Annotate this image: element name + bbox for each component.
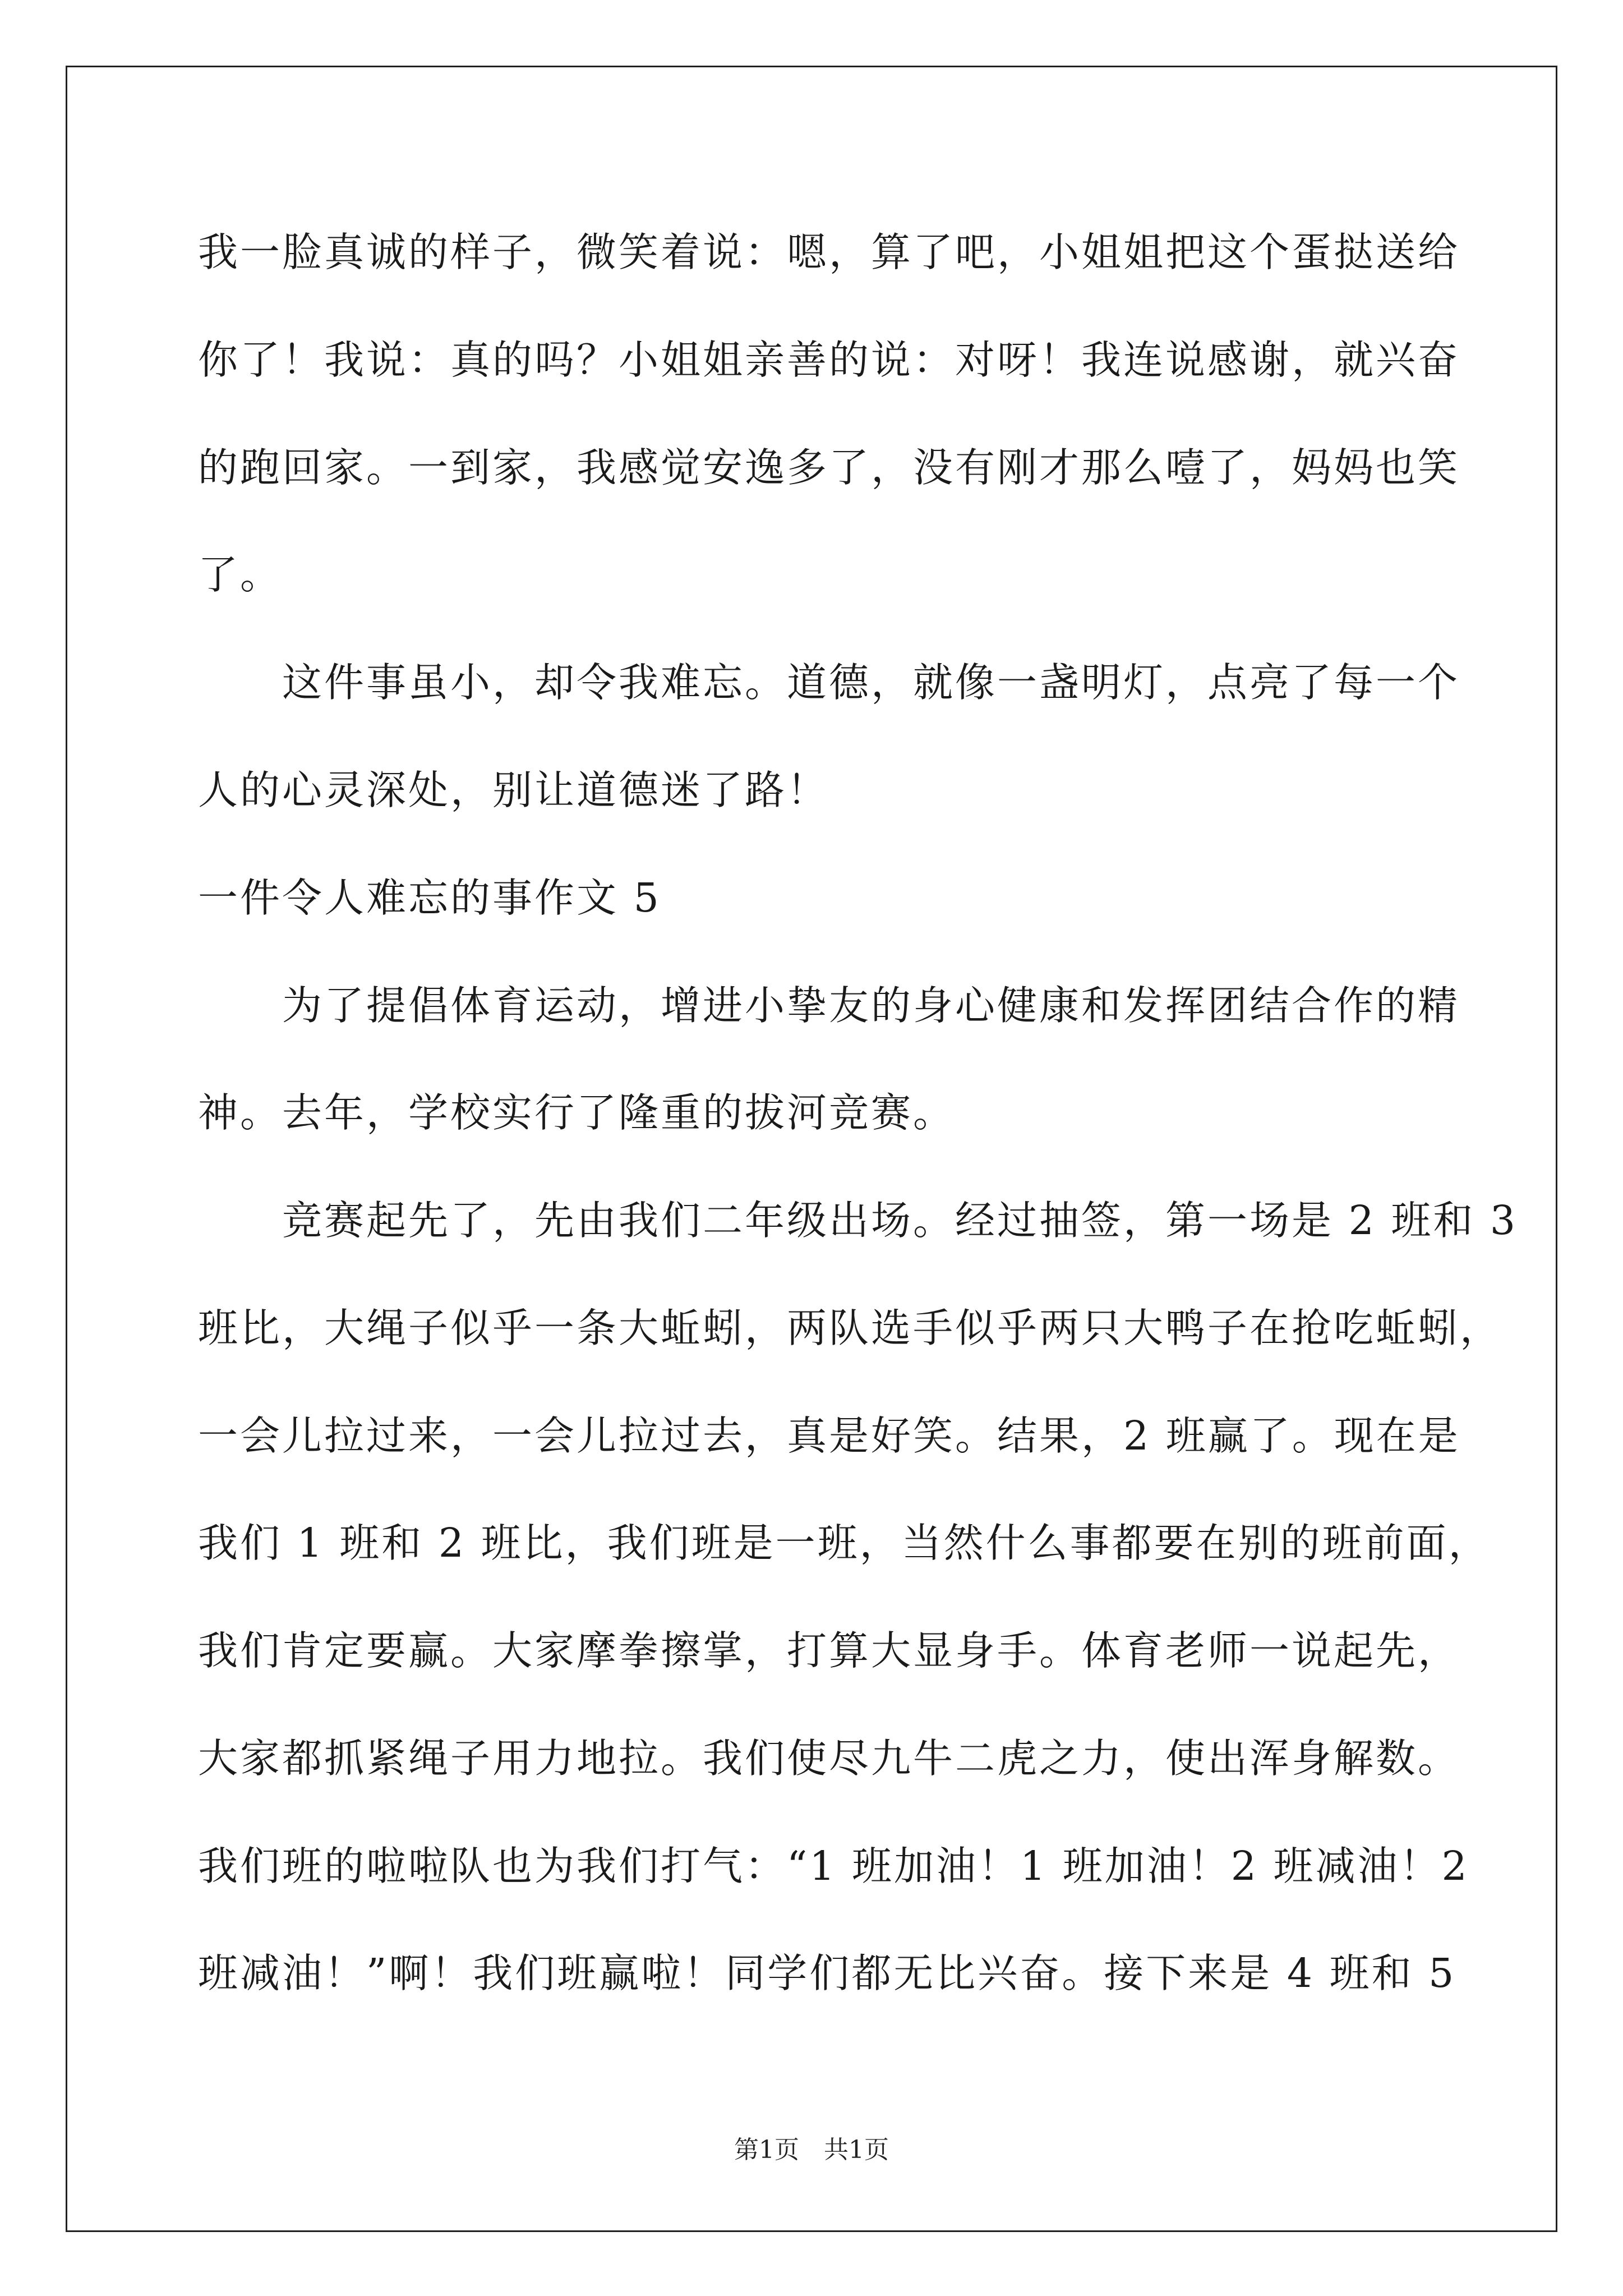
text-line: 大家都抓紧绳子用力地拉。我们使尽九牛二虎之力，使出浑身解数。	[198, 1735, 1460, 1782]
text-line: 我一脸真诚的样子，微笑着说：嗯，算了吧，小姐姐把这个蛋挞送给	[198, 229, 1460, 275]
text-line: 我们班的啦啦队也为我们打气：“1 班加油！1 班加油！2 班减油！2	[198, 1843, 1469, 1889]
text-line: 我们 1 班和 2 班比，我们班是一班，当然什么事都要在别的班前面，	[198, 1520, 1491, 1566]
text-line: 了。	[198, 551, 283, 598]
text-line: 为了提倡体育运动，增进小挚友的身心健康和发挥团结合作的精	[198, 982, 1460, 1029]
text-line: 你了！我说：真的吗？小姐姐亲善的说：对呀！我连说感谢，就兴奋	[198, 337, 1460, 383]
text-line: 一会儿拉过来，一会儿拉过去，真是好笑。结果，2 班赢了。现在是	[198, 1412, 1460, 1459]
text-line: 班减油！”啊！我们班赢啦！同学们都无比兴奋。接下来是 4 班和 5	[198, 1950, 1456, 1996]
text-line: 我们肯定要赢。大家摩拳擦掌，打算大显身手。体育老师一说起先，	[198, 1627, 1460, 1674]
text-line: 神。去年，学校实行了隆重的拔河竞赛。	[198, 1089, 956, 1136]
text-line: 班比，大绳子似乎一条大蚯蚓，两队选手似乎两只大鸭子在抢吃蚯蚓，	[198, 1305, 1502, 1351]
page-footer: 第1页 共1页	[734, 2136, 889, 2164]
text-line: 竞赛起先了，先由我们二年级出场。经过抽签，第一场是 2 班和 3	[198, 1197, 1518, 1244]
text-line: 人的心灵深处，别让道德迷了路！	[198, 767, 829, 813]
text-line: 的跑回家。一到家，我感觉安逸多了，没有刚才那么噎了，妈妈也笑	[198, 444, 1460, 491]
text-line: 这件事虽小，却令我难忘。道德，就像一盏明灯，点亮了每一个	[198, 659, 1460, 706]
page-border	[66, 66, 1557, 2232]
section-heading: 一件令人难忘的事作文 5	[198, 875, 661, 921]
